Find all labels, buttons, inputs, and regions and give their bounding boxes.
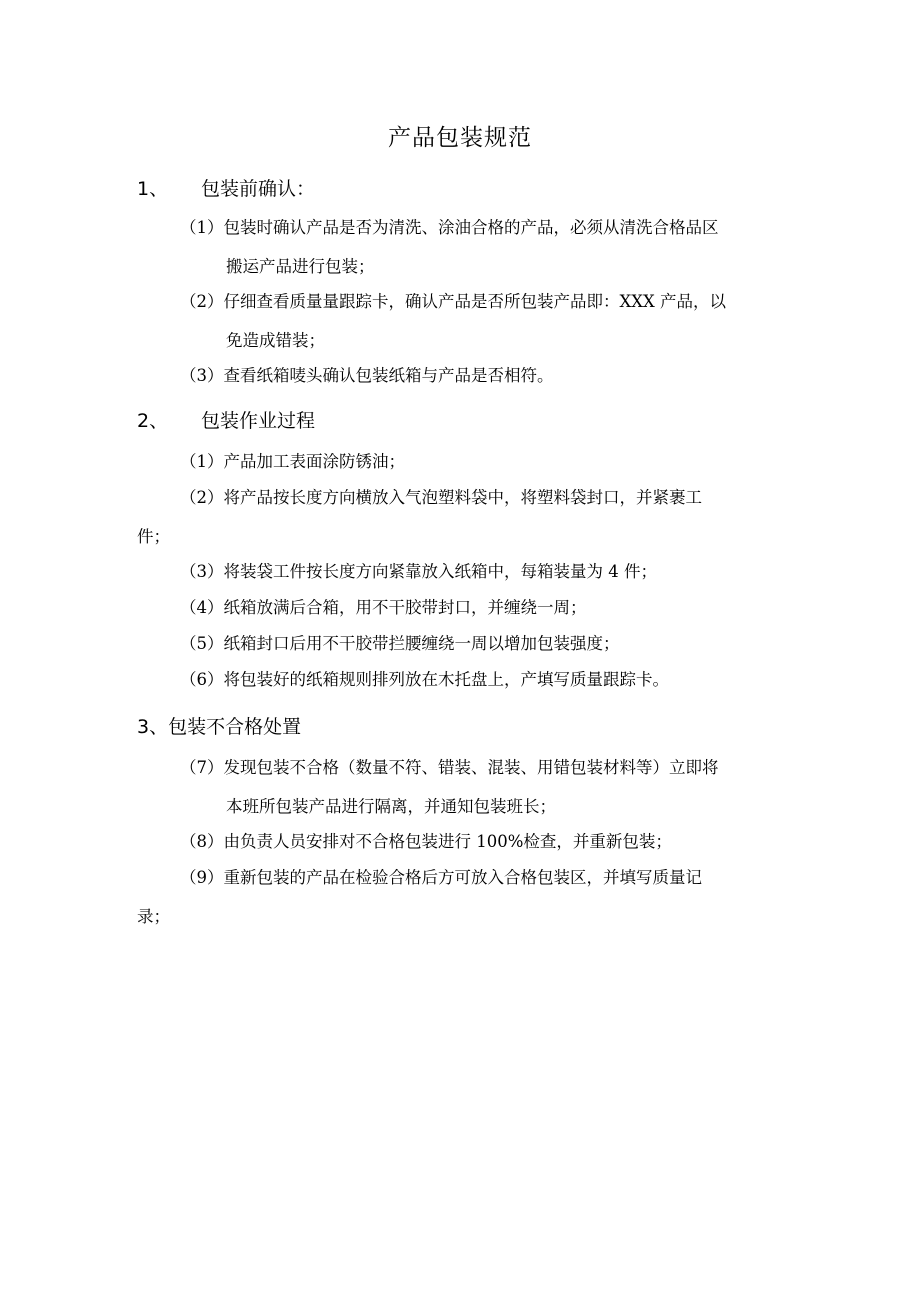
item-line-continued: 件；	[137, 527, 170, 546]
item-line: （9）重新包装的产品在检验合格后方可放入合格包装区，并填写质量记	[180, 868, 702, 887]
section-3-title: 包装不合格处置	[168, 716, 302, 738]
section-2-heading	[137, 406, 315, 436]
item-line: （3）查看纸箱唛头确认包装纸箱与产品是否相符。	[180, 366, 554, 385]
section-1-item-3	[180, 356, 790, 395]
section-3-heading	[137, 712, 301, 742]
section-1-number: 1、	[137, 178, 169, 200]
section-2-item-1	[180, 442, 790, 481]
section-2-item-2	[137, 478, 790, 556]
section-3-item-7	[180, 748, 790, 826]
section-1-title: 包装前确认：	[201, 178, 316, 200]
section-2-title: 包装作业过程	[201, 410, 316, 432]
section-2-number: 2、	[137, 410, 169, 432]
item-line: （5）纸箱封口后用不干胶带拦腰缠绕一周以增加包装强度；	[180, 634, 620, 653]
item-line: （8）由负责人员安排对不合格包装进行 100%检查，并重新包装；	[180, 832, 672, 851]
item-line: （6）将包装好的纸箱规则排列放在木托盘上，产填写质量跟踪卡。	[180, 670, 669, 689]
section-1-item-2	[180, 282, 790, 360]
section-3-item-9	[137, 858, 790, 936]
item-line: （2）仔细查看质量量跟踪卡，确认产品是否所包装产品即：XXX 产品，以	[180, 292, 726, 311]
section-1-heading	[137, 174, 315, 204]
item-line: （1）产品加工表面涂防锈油；	[180, 452, 405, 471]
item-line-continued: 录；	[137, 907, 170, 926]
section-2-item-6	[180, 660, 790, 699]
section-2-item-5	[180, 624, 790, 663]
item-line: （4）纸箱放满后合箱，用不干胶带封口，并缠绕一周；	[180, 598, 587, 617]
section-1-item-1	[180, 208, 790, 286]
section-2-item-4	[180, 588, 790, 627]
page-title: 产品包装规范	[388, 125, 532, 151]
item-line-continued: 本班所包装产品进行隔离，并通知包装班长；	[226, 797, 556, 816]
item-line: （1）包装时确认产品是否为清洗、涂油合格的产品，必须从清洗合格品区	[180, 218, 719, 237]
section-3-item-8	[180, 822, 790, 861]
section-2-item-3	[180, 552, 790, 591]
section-3-number: 3、	[137, 716, 169, 738]
item-line: （2）将产品按长度方向横放入气泡塑料袋中，将塑料袋封口，并紧裹工	[180, 488, 702, 507]
item-line: （7）发现包装不合格（数量不符、错装、混装、用错包装材料等）立即将	[180, 758, 719, 777]
item-line-continued: 搬运产品进行包装；	[226, 257, 375, 276]
item-line-continued: 免造成错装；	[226, 331, 325, 350]
item-line: （3）将装袋工件按长度方向紧靠放入纸箱中，每箱装量为 4 件；	[180, 562, 657, 581]
